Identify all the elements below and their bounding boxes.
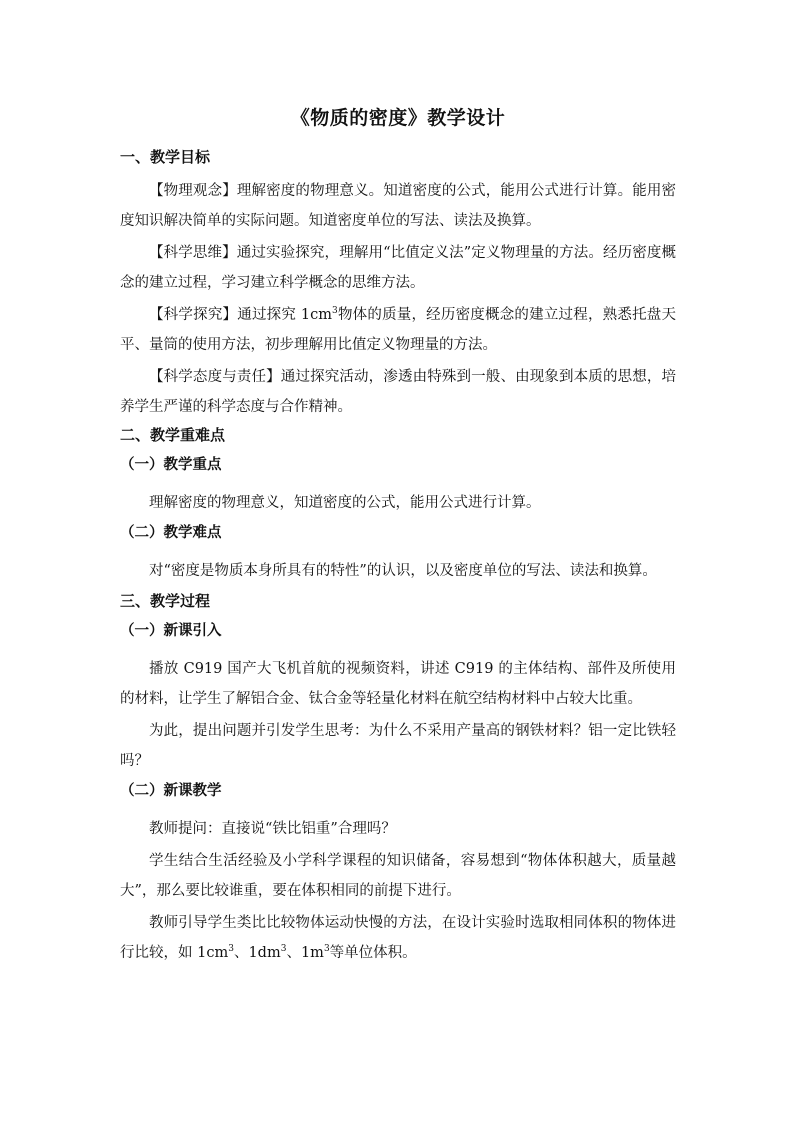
key-points-text: 理解密度的物理意义，知道密度的公式，能用公式进行计算。	[149, 495, 541, 511]
subsection-heading-new-lesson: （二）新课教学	[120, 783, 222, 799]
section-heading-key-difficult: 二、教学重难点	[120, 426, 226, 444]
objective-text: 通过实验探究，理解用“比值定义法”定义物理量的方法。经历密度概念的建立过程，学习建立科学概念的思维方法。	[120, 245, 676, 291]
objective-text: 物体的质量，经历密度概念的建立过程，熟悉托盘天平、量筒的使用方法，初步理解用比值定义物理量的方法。	[120, 307, 676, 353]
new-lesson-paragraph	[120, 908, 676, 968]
section-heading-process: 三、教学过程	[120, 592, 211, 610]
subsection-heading-introduction: （一）新课引入	[120, 623, 222, 639]
paragraph-text: 、1m	[286, 945, 324, 961]
objective-text: 通过探究 1cm	[237, 307, 332, 323]
section-heading-objectives: 一、教学目标	[120, 148, 211, 166]
superscript: 3	[323, 944, 330, 955]
superscript: 3	[332, 306, 338, 317]
introduction-paragraph: 为此，提出问题并引发学生思考：为什么不采用产量高的钢铁材料？铝一定比铁轻吗？	[120, 723, 676, 769]
objective-scientific-inquiry	[120, 300, 676, 360]
superscript: 3	[280, 944, 287, 955]
paragraph-text: 教师引导学生类比比较物体运动快慢的方法，在设计实验时选取相同体积的物体进行比较，如 1cm	[120, 915, 676, 961]
objective-text: 通过探究活动，渗透由特殊到一般、由现象到本质的思想，培养学生严谨的科学态度与合作精神。	[120, 369, 677, 415]
subsection-heading-key-points: （一）教学重点	[120, 457, 222, 473]
objective-text: 理解密度的物理意义。知道密度的公式，能用公式进行计算。能用密度知识解决简单的实际问题。知道密度单位的写法、读法及换算。	[120, 183, 676, 229]
objective-attitude-responsibility	[120, 362, 676, 422]
objective-tag: 【科学思维】	[149, 245, 237, 261]
paragraph-text: 等单位体积。	[329, 945, 417, 961]
document-title: 《物质的密度》教学设计	[290, 107, 506, 129]
new-lesson-paragraph: 学生结合生活经验及小学科学课程的知识储备，容易想到“物体体积越大，质量越大”，那么要比较谁重，要在体积相同的前提下进行。	[120, 853, 676, 899]
objective-tag: 【科学态度与责任】	[149, 369, 281, 385]
objective-scientific-thinking	[120, 238, 676, 298]
difficult-points-text: 对“密度是物质本身所具有的特性”的认识，以及密度单位的写法、读法和换算。	[149, 563, 657, 579]
superscript: 3	[228, 944, 234, 955]
introduction-paragraph: 播放 C919 国产大飞机首航的视频资料，讲述 C919 的主体结构、部件及所使用的材料，让学生了解铝合金、钛合金等轻量化材料在航空结构材料中占较大比重。	[120, 661, 676, 707]
document-page	[120, 100, 676, 970]
subsection-heading-difficult-points: （二）教学难点	[120, 525, 222, 541]
objective-tag: 【物理观念】	[149, 183, 237, 199]
objective-tag: 【科学探究】	[149, 307, 238, 323]
paragraph-text: 、1dm	[233, 945, 281, 961]
new-lesson-paragraph: 教师提问：直接说“铁比铝重”合理吗？	[149, 821, 396, 837]
objective-physics-concept	[120, 176, 676, 236]
